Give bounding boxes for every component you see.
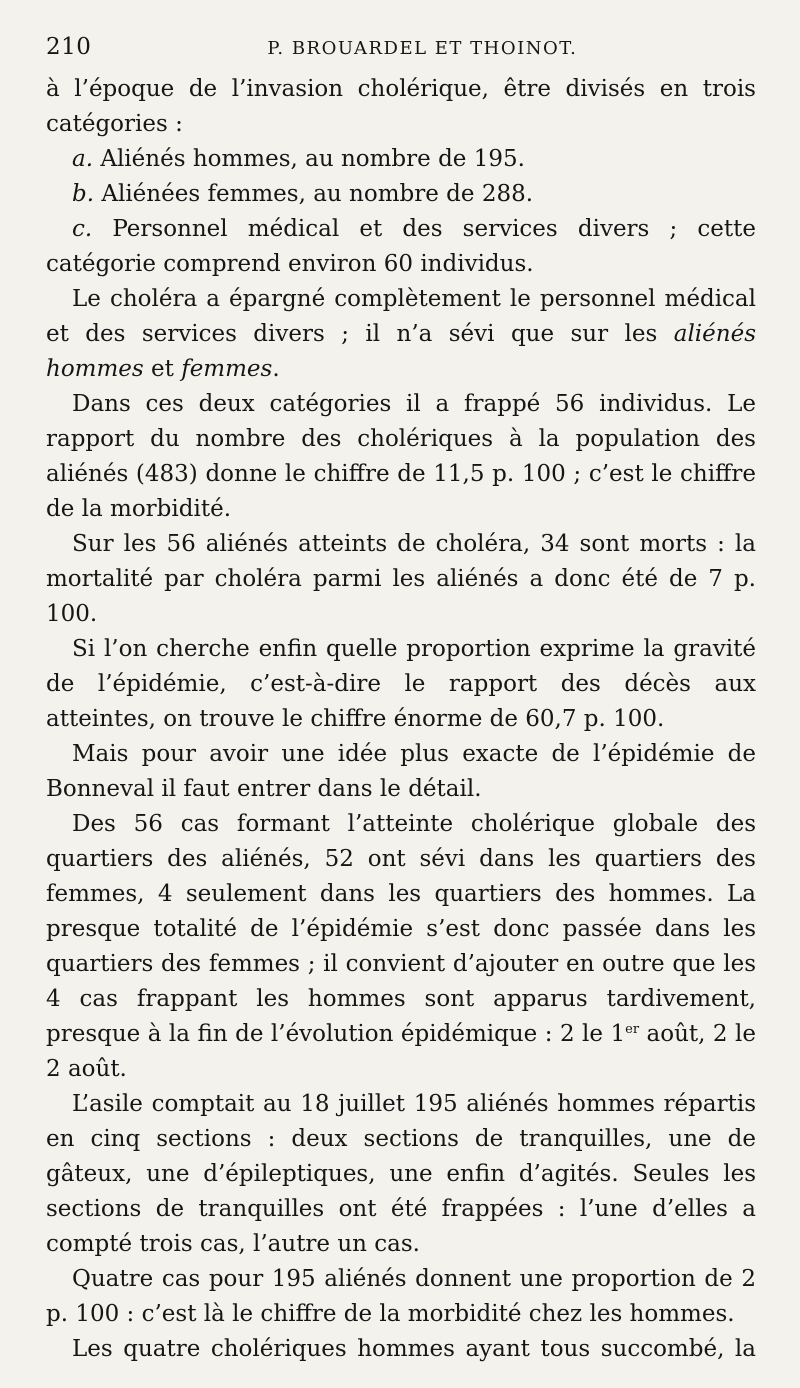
p10-part-b: août, 2 le 2 août. [46, 1021, 757, 1082]
paragraph-9: Mais pour avoir une idée plus exacte de l’épidémie de Bonneval il faut entrer dans le détail. [46, 741, 756, 802]
list-text-b: Aliénées femmes, au nombre de 288. [94, 181, 534, 207]
paragraph-4 [46, 212, 756, 282]
p5-emphasis-hommes: aliénés hommes [46, 321, 756, 382]
paragraph-8: Si l’on cherche enfin quelle proportion exprime la gravité de l’épidémie, c’est-à-dire le rapport des décès aux atteintes, on trouve le chiffre énorme de 60,7 p. 100. [46, 636, 756, 732]
p10-part-a: Des 56 cas formant l’atteinte cholérique globale des quartiers des aliénés, 52 ont sévi dans les quartiers des femmes, 4 seulement dans les quartiers des hommes. La presque totalité de l’épidémie s’est donc passée dans les quartiers des femmes ; il convient d’ajouter en outre que les 4 cas frappant les hommes sont apparus tardivement, presque à la fin de l’évolution épidémique : 2 le 1 [46, 811, 756, 1047]
paragraph-6: Dans ces deux catégories il a frappé 56 individus. Le rapport du nombre des cholériques à la population des aliénés (483) donne le chiffre de 11,5 p. 100 ; c’est le chiffre de la morbidité. [46, 391, 756, 522]
list-label-c: c. [72, 216, 93, 242]
p5-part-a: Le choléra a épargné complètement le personnel médical et des services divers ; il n’a sévi que sur les [46, 286, 756, 347]
running-head: P. BROUARDEL ET THOINOT. [267, 38, 578, 59]
paragraph-11: L’asile comptait au 18 juillet 195 aliénés hommes répartis en cinq sections : deux sections de tranquilles, une de gâteux, une d’épileptiques, une enfin d’agités. Seules les sections de tranquilles ont été frappées : l’une d’elles a compté trois cas, l’autre un cas. [46, 1091, 756, 1257]
page-number: 210 [46, 34, 92, 60]
p5-part-b: et [143, 356, 182, 382]
list-label-b: b. [72, 181, 95, 207]
page-header [46, 34, 756, 72]
paragraph-7: Sur les 56 aliénés atteints de choléra, 34 sont morts : la mortalité par choléra parmi les aliénés a donc été de 7 p. 100. [46, 531, 756, 627]
list-text-c: Personnel médical et des services divers ; cette catégorie comprend environ 60 individus. [46, 216, 756, 277]
paragraph-10 [46, 807, 756, 1087]
paragraph-13: Les quatre cholériques hommes ayant tous succombé, la [72, 1336, 756, 1362]
body-text [46, 72, 756, 1367]
p10-superscript: er [625, 1022, 640, 1037]
paragraph-5 [46, 282, 756, 387]
paragraph-12: Quatre cas pour 195 aliénés donnent une proportion de 2 p. 100 : c’est là le chiffre de la morbidité chez les hommes. [46, 1266, 756, 1327]
paragraph-1: à l’époque de l’invasion cholérique, être divisés en trois catégories : [46, 76, 756, 137]
paragraph-2 [46, 142, 756, 177]
list-label-a: a. [72, 146, 94, 172]
list-text-a: Aliénés hommes, au nombre de 195. [93, 146, 525, 172]
p5-part-c: . [272, 356, 280, 382]
p5-emphasis-femmes: femmes [181, 356, 273, 382]
paragraph-3 [46, 177, 756, 212]
